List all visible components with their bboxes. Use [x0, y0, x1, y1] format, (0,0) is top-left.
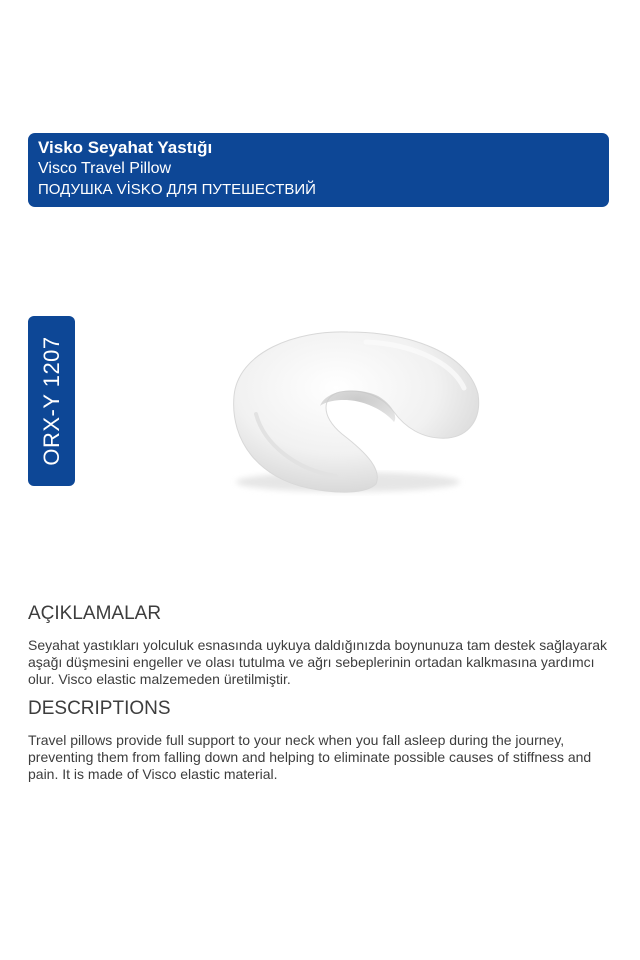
descriptions-heading-turkish: AÇIKLAMALAR	[28, 603, 162, 624]
product-code: ORX-Y 1207	[38, 336, 64, 466]
travel-pillow-image	[216, 324, 484, 499]
description-text-english: Travel pillows provide full support to your neck when you fall asleep during the journey, preventing them from falling down and helping to eliminate possible causes of stiffness and pain. It is made of Visco elastic material.	[28, 732, 592, 782]
title-russian: ПОДУШКА VİSKO ДЛЯ ПУТЕШЕСТВИЙ	[38, 181, 316, 198]
descriptions-heading-english: DESCRIPTIONS	[28, 698, 171, 719]
title-turkish: Visko Seyahat Yastığı	[38, 138, 213, 157]
title-english: Visco Travel Pillow	[38, 160, 172, 177]
product-code-tab	[28, 316, 75, 486]
title-banner	[28, 133, 609, 207]
description-text-turkish: Seyahat yastıkları yolculuk esnasında uykuya daldığınızda boynunuza tam destek sağlayarak aşağı düşmesini engeller ve olası tutulma ve ağrı sebeplerinin ortadan kalkmasına yardımcı olur. Visco elastic malzemeden üretilmiştir.	[28, 637, 608, 687]
